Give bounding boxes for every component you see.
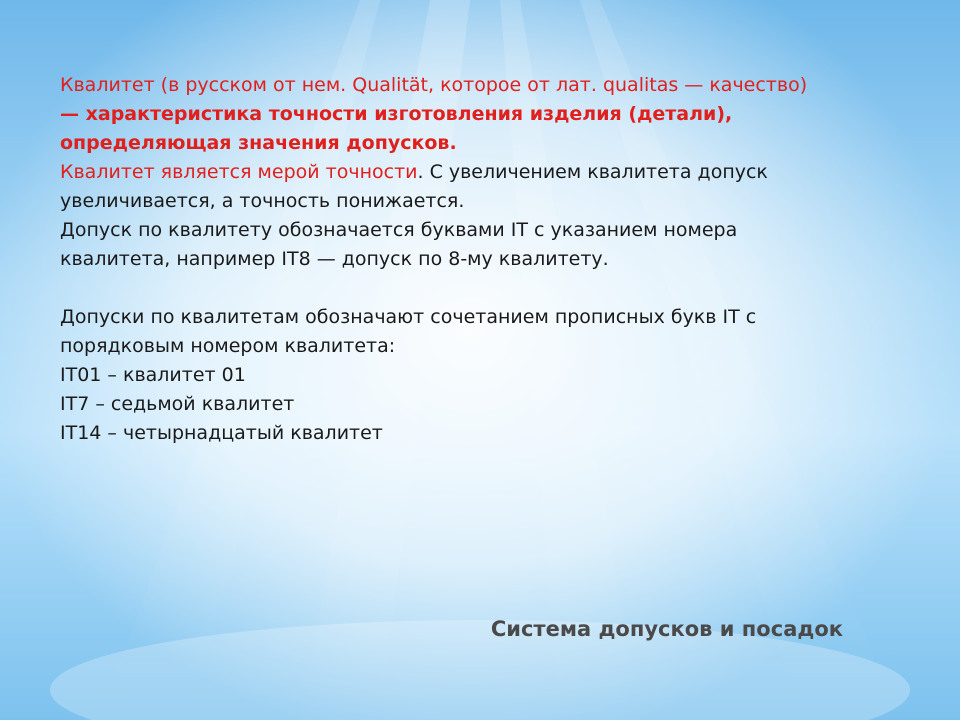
measure-highlight: Квалитет является мерой точности	[60, 161, 418, 183]
spacer	[60, 274, 920, 303]
slide-body	[60, 71, 920, 448]
slide-title: Система допусков и посадок	[490, 617, 843, 641]
tolerances-line-2: порядковым номером квалитета:	[60, 335, 396, 357]
designation-line-1: Допуск по квалитету обозначается буквами IT с указанием номера	[60, 219, 738, 241]
tolerances-paragraph	[60, 303, 920, 448]
measure-text-1: . С увеличением квалитета допуск	[417, 161, 768, 183]
example-it7: IT7 – седьмой квалитет	[60, 393, 295, 415]
definition-line-3: определяющая значения допусков.	[60, 132, 457, 154]
definition-line-1: Квалитет (в русском от нем. Qualität, которое от лат. qualitas — качество)	[60, 74, 808, 96]
designation-line-2: квалитета, например IT8 — допуск по 8-му квалитету.	[60, 248, 609, 270]
example-it01: IT01 – квалитет 01	[60, 364, 246, 386]
definition-line-2: — характеристика точности изготовления изделия (детали),	[60, 103, 733, 125]
designation-paragraph	[60, 216, 920, 274]
tolerances-line-1: Допуски по квалитетам обозначают сочетанием прописных букв IT с	[60, 306, 757, 328]
measure-paragraph	[60, 158, 920, 216]
definition-paragraph	[60, 71, 920, 158]
measure-text-2: увеличивается, а точность понижается.	[60, 190, 465, 212]
example-it14: IT14 – четырнадцатый квалитет	[60, 422, 383, 444]
